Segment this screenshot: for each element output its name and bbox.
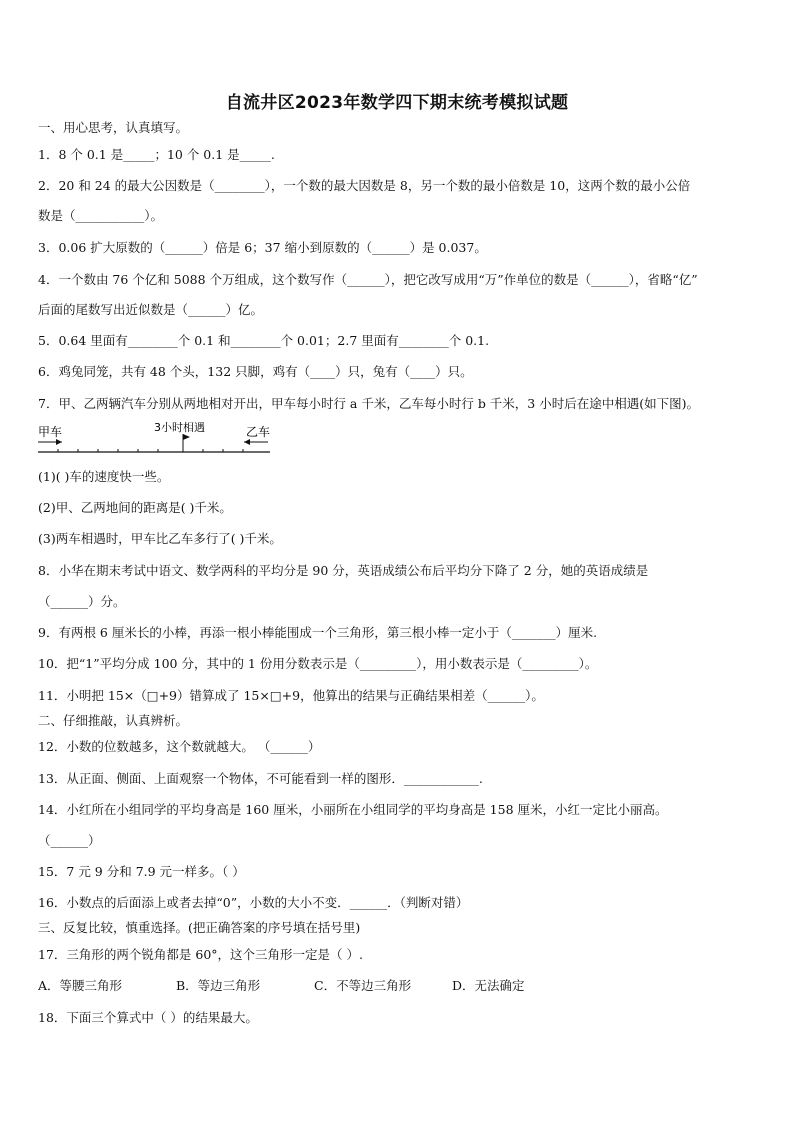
diagram-label-jia: 甲车: [38, 425, 63, 439]
q17-option-a[interactable]: A．等腰三角形: [38, 978, 123, 993]
question-line: 14．小红所在小组同学的平均身高是 160 厘米，小丽所在小组同学的平均身高是 158 厘米，小红一定比小丽高。: [38, 802, 668, 817]
question-line: 数是（___________）。: [38, 208, 164, 223]
question-line: 一、用心思考，认真填写。: [38, 120, 189, 135]
question-line: 11．小明把 15×（□+9）错算成了 15×□+9，他算出的结果与正确结果相差（______）。: [38, 688, 544, 703]
question-line: (2)甲、乙两地间的距离是( )千米。: [38, 500, 232, 515]
question-line: 15．7 元 9 分和 7.9 元一样多。（ ）: [38, 864, 245, 879]
question-line: 二、仔细推敲，认真辨析。: [38, 713, 189, 728]
question-line: 4．一个数由 76 个亿和 5088 个万组成，这个数写作（______），把它改写成用“万”作单位的数是（______），省略“亿”: [38, 272, 698, 287]
question-line: 10．把“1”平均分成 100 分，其中的 1 份用分数表示是（_________），用小数表示是（_________）。: [38, 656, 598, 671]
diagram-label-yi: 乙车: [246, 425, 271, 439]
q17-option-c[interactable]: C．不等边三角形: [314, 978, 412, 993]
question-line: (3)两车相遇时，甲车比乙车多行了( )千米。: [38, 531, 282, 546]
question-line: 12．小数的位数越多，这个数就越大。 （______）: [38, 739, 321, 754]
yi-arrow-head-icon: [244, 439, 250, 445]
question-line: 2．20 和 24 的最大公因数是（________），一个数的最大因数是 8，另一个数的最小倍数是 10，这两个数的最小公倍: [38, 178, 691, 193]
question-line: 3．0.06 扩大原数的（______）倍是 6；37 缩小到原数的（______）是 0.037。: [38, 240, 487, 255]
question-line: 三、反复比较，慎重选择。(把正确答案的序号填在括号里): [38, 920, 361, 935]
question-line: 1．8 个 0.1 是_____；10 个 0.1 是_____.: [38, 147, 275, 162]
question-line: 7．甲、乙两辆汽车分别从两地相对开出，甲车每小时行 a 千米，乙车每小时行 b 千米，3 小时后在途中相遇(如下图)。: [38, 396, 699, 411]
question-line: 后面的尾数写出近似数是（______）亿。: [38, 302, 264, 317]
question-line: (1)( )车的速度快一些。: [38, 469, 170, 484]
question-line: （______）: [38, 833, 101, 848]
question-line: 6．鸡兔同笼，共有 48 个头，132 只脚，鸡有（____）只，兔有（____）只。: [38, 364, 473, 379]
question-line: 8．小华在期末考试中语文、数学两科的平均分是 90 分，英语成绩公布后平均分下降了 2 分，她的英语成绩是: [38, 563, 649, 578]
meeting-diagram: [38, 420, 278, 460]
question-line: 9．有两根 6 厘米长的小棒，再添一根小棒能围成一个三角形，第三根小棒一定小于（_______）厘米.: [38, 625, 598, 640]
meet-flag-icon: [183, 434, 190, 440]
question-line: 16．小数点的后面添上或者去掉“0”，小数的大小不变．______．（判断对错）: [38, 895, 469, 910]
q17-options: [38, 978, 768, 994]
jia-arrow-head-icon: [56, 439, 62, 445]
q17-option-b[interactable]: B．等边三角形: [176, 978, 261, 993]
q17-option-d[interactable]: D．无法确定: [452, 978, 525, 993]
question-line: 18．下面三个算式中（ ）的结果最大。: [38, 1010, 258, 1025]
question-line: 13．从正面、侧面、上面观察一个物体，不可能看到一样的图形．____________.: [38, 771, 483, 786]
page-title: 自流井区2023年数学四下期末统考模拟试题: [225, 93, 569, 113]
question-line: 5．0.64 里面有________个 0.1 和________个 0.01；2.7 里面有________个 0.1.: [38, 333, 490, 348]
question-line: （______）分。: [38, 594, 126, 609]
question-line: 17．三角形的两个锐角都是 60°，这个三角形一定是（ ）.: [38, 947, 363, 962]
diagram-label-meet: 3小时相遇: [154, 421, 205, 434]
